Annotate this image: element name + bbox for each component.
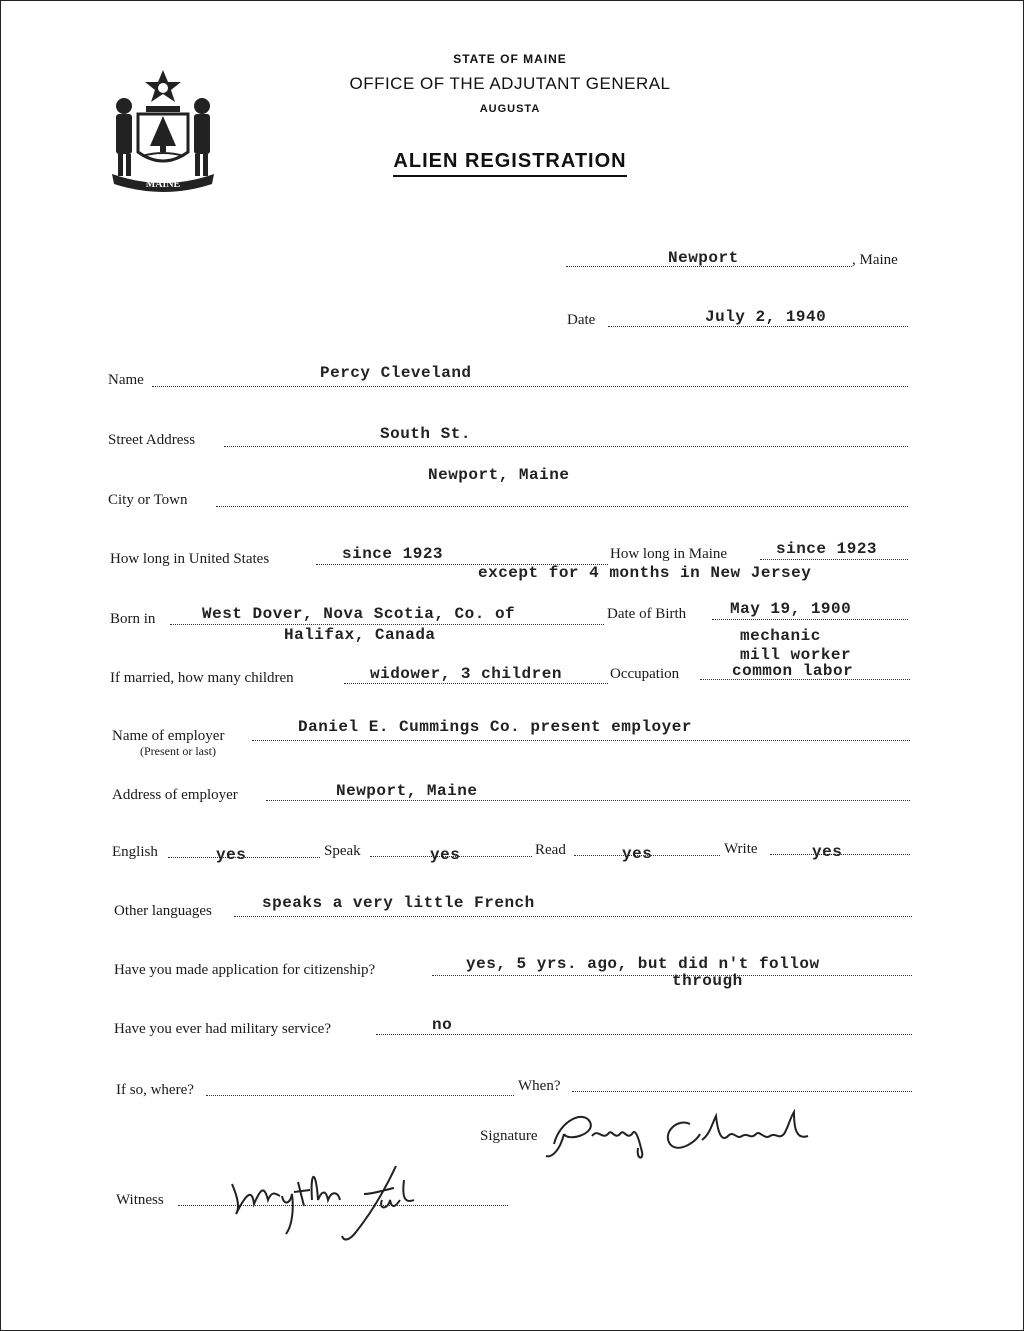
occupation-line1: mechanic (740, 627, 821, 645)
born-label: Born in (110, 611, 156, 627)
name-label: Name (108, 372, 144, 388)
dob-line (712, 619, 908, 620)
when-line (572, 1091, 912, 1092)
dob-value: May 19, 1900 (730, 600, 852, 618)
born-value: West Dover, Nova Scotia, Co. of (202, 605, 516, 623)
maine-stay-label: How long in Maine (610, 546, 728, 562)
speak-value: yes (430, 846, 461, 864)
employer-line (252, 740, 910, 741)
maine-stay-note: except for 4 months in New Jersey (478, 564, 812, 582)
name-value: Percy Cleveland (320, 364, 472, 382)
where-label: If so, where? (116, 1082, 194, 1098)
city-label: City or Town (108, 492, 188, 508)
state-heading: STATE OF MAINE (453, 52, 567, 66)
read-value: yes (622, 845, 653, 863)
where-line (206, 1095, 514, 1096)
born-value-line2: Halifax, Canada (284, 626, 436, 644)
employer-value: Daniel E. Cummings Co. present employer (298, 718, 692, 736)
write-value: yes (812, 843, 843, 861)
date-label: Date (567, 312, 596, 328)
write-label: Write (724, 841, 758, 857)
read-label: Read (535, 842, 566, 858)
employer-label: Name of employer (112, 728, 225, 744)
town-value: Newport (668, 249, 739, 267)
english-label: English (112, 844, 158, 860)
form-title-text: ALIEN REGISTRATION (393, 150, 626, 177)
form-title (300, 150, 720, 173)
office-heading: OFFICE OF THE ADJUTANT GENERAL (349, 74, 671, 93)
military-line (376, 1034, 912, 1035)
when-label: When? (518, 1078, 561, 1094)
dob-label: Date of Birth (607, 606, 687, 622)
citizenship-value-line2: through (672, 972, 743, 990)
other-languages-label: Other languages (114, 903, 212, 919)
city-line (216, 506, 908, 507)
signature-handwriting (540, 1104, 830, 1162)
english-value: yes (216, 846, 247, 864)
us-stay-label: How long in United States (110, 551, 270, 567)
date-line (608, 326, 908, 327)
state-suffix-label: , Maine (852, 252, 898, 268)
born-line (170, 624, 604, 625)
street-value: South St. (380, 425, 471, 443)
signature-label: Signature (480, 1128, 538, 1144)
employer-address-value: Newport, Maine (336, 782, 478, 800)
city-value: Newport, Maine (428, 466, 570, 484)
military-value: no (432, 1016, 453, 1034)
maine-stay-line (760, 559, 908, 560)
witness-handwriting (224, 1160, 434, 1246)
occupation-value: common labor (732, 662, 854, 680)
children-value: widower, 3 children (370, 665, 562, 683)
seal-banner-text: MAINE (145, 179, 181, 190)
citizenship-value: yes, 5 yrs. ago, but did n't follow (466, 955, 820, 973)
speak-label: Speak (324, 843, 361, 859)
street-label: Street Address (108, 432, 196, 448)
children-label: If married, how many children (110, 670, 294, 686)
children-line (344, 683, 608, 684)
state-seal-icon (108, 66, 218, 194)
maine-stay-value: since 1923 (776, 540, 878, 558)
us-stay-value: since 1923 (342, 545, 444, 563)
name-line (152, 386, 908, 387)
other-languages-value: speaks a very little French (262, 894, 535, 912)
witness-label: Witness (116, 1192, 164, 1208)
employer-address-label: Address of employer (112, 787, 238, 803)
other-languages-line (234, 916, 912, 917)
city-heading: AUGUSTA (479, 103, 541, 115)
street-line (224, 446, 908, 447)
occupation-line2: mill worker (740, 646, 852, 664)
employer-sublabel: (Present or last) (140, 744, 216, 758)
date-value: July 2, 1940 (705, 308, 827, 326)
citizenship-label: Have you made application for citizenship? (114, 962, 376, 978)
occupation-label: Occupation (610, 666, 680, 682)
military-label: Have you ever had military service? (114, 1021, 331, 1037)
employer-address-line (266, 800, 910, 801)
